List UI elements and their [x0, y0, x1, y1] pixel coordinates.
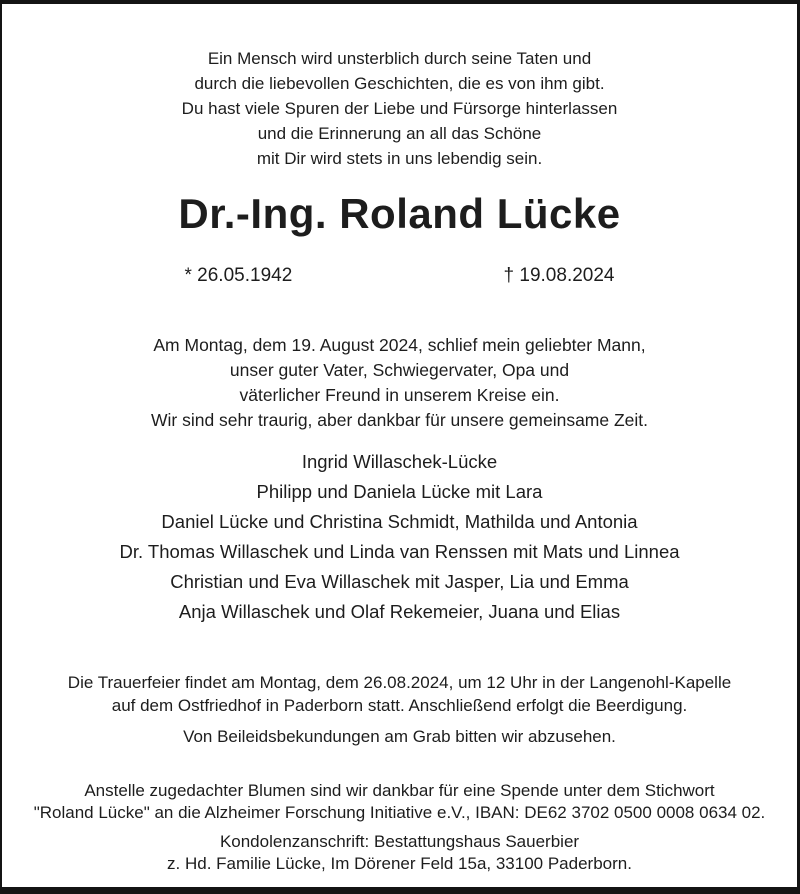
death-date: † 19.08.2024 — [503, 265, 615, 286]
condolence-address-line: z. Hd. Familie Lücke, Im Dörener Feld 15a, 33100 Paderborn. — [167, 854, 632, 873]
condolence-address-line: Kondolenzanschrift: Bestattungshaus Sauerbier — [219, 832, 580, 851]
epigraph-line: durch die liebevollen Geschichten, die es von ihm gibt. — [194, 74, 605, 93]
donation-line: Anstelle zugedachter Blumen sind wir dankbar für eine Spende unter dem Stichwort — [84, 781, 715, 800]
mourner-line: Dr. Thomas Willaschek und Linda van Renssen mit Mats und Linnea — [119, 541, 680, 562]
funeral-details — [2, 671, 797, 717]
epigraph — [2, 46, 797, 171]
epigraph-line: und die Erinnerung an all das Schöne — [257, 124, 542, 143]
mourner-line: Anja Willaschek und Olaf Rekemeier, Juana und Elias — [178, 601, 621, 622]
donation-line: "Roland Lücke" an die Alzheimer Forschung Initiative e.V., IBAN: DE62 3702 0500 0008 0634 02. — [33, 803, 766, 822]
epigraph-line: Ein Mensch wird unsterblich durch seine Taten und — [207, 49, 592, 68]
life-dates — [185, 265, 615, 287]
mourner-line: Daniel Lücke und Christina Schmidt, Mathilda und Antonia — [161, 511, 638, 532]
announcement-line: Am Montag, dem 19. August 2024, schlief mein geliebter Mann, — [153, 335, 646, 355]
deceased-name: Dr.-Ing. Roland Lücke — [178, 190, 621, 237]
announcement-line: väterlicher Freund in unserem Kreise ein. — [239, 385, 560, 405]
funeral-line: Die Trauerfeier findet am Montag, dem 26.08.2024, um 12 Uhr in der Langenohl-Kapelle — [67, 673, 732, 692]
announcement-line: unser guter Vater, Schwiegervater, Opa und — [229, 360, 570, 380]
mourners-list — [2, 447, 797, 627]
epigraph-line: mit Dir wird stets in uns lebendig sein. — [256, 149, 543, 168]
donation-request — [2, 780, 797, 824]
mourner-line: Christian und Eva Willaschek mit Jasper, Lia und Emma — [170, 571, 629, 592]
condolence-note: Von Beileidsbekundungen am Grab bitten wir abzusehen. — [183, 727, 616, 746]
death-announcement — [2, 333, 797, 433]
condolence-address — [2, 831, 797, 875]
funeral-line: auf dem Ostfriedhof in Paderborn statt. Anschließend erfolgt die Beerdigung. — [111, 696, 688, 715]
mourner-line: Philipp und Daniela Lücke mit Lara — [256, 481, 543, 502]
epigraph-line: Du hast viele Spuren der Liebe und Fürsorge hinterlassen — [181, 99, 618, 118]
birth-date: * 26.05.1942 — [184, 265, 293, 286]
mourner-line: Ingrid Willaschek-Lücke — [301, 451, 498, 472]
announcement-line: Wir sind sehr traurig, aber dankbar für unsere gemeinsame Zeit. — [150, 410, 649, 430]
